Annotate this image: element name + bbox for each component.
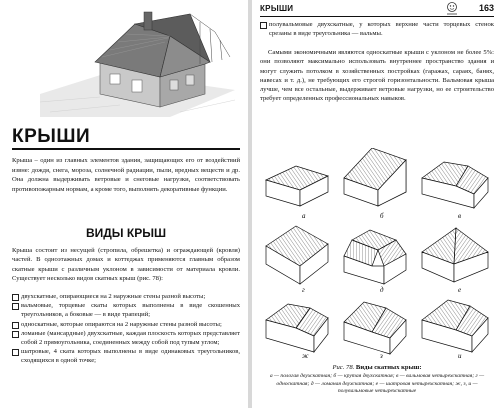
roof-gable-gentle: [266, 166, 328, 206]
economy-paragraph: Самыми экономичными являются односкатные крыши с уклоном не более 5%: они позволяют максимально использовать внутреннее пространство здания и могут служить потолком в хозяйственных постройках (гаражах, сараях, банях, навесах и т. д.), не требующих его строгой горизонтальности. Вальмовая крыша лучше, чем все остальные, выдерживает ветровые нагрузки, но ее строительство требует определенных профессиональных навыков.: [260, 49, 494, 103]
roof-mansard: [344, 230, 406, 284]
roof-half-hip-2: [344, 302, 406, 354]
figure-number: Рис. 78.: [332, 364, 355, 371]
roof-types-list-continued: [260, 20, 494, 38]
running-header: КРЫШИ: [260, 4, 294, 13]
chapter-divider: [12, 148, 240, 150]
header-divider: [260, 16, 494, 17]
roof-gable-steep: [344, 148, 406, 206]
label-z: з: [380, 352, 383, 360]
house-illustration: [40, 2, 235, 117]
list-item: односкатные, которые опираются на 2 наружные стены разной высоты;: [12, 320, 240, 329]
label-v: в: [458, 212, 462, 220]
left-page: [0, 0, 248, 408]
roof-hip: [422, 162, 488, 208]
list-item: двухскатные, опирающиеся на 2 наружные стены разной высоты;: [12, 292, 240, 301]
roof-half-hip-1: [266, 304, 328, 352]
list-item: шатровые, 4 ската которых выполнены в виде одинаковых треугольников, сходящихся в одной точке;: [12, 347, 240, 365]
types-intro-paragraph: Крыша состоит из несущей (стропила, обрешетка) и ограждающей (кровля) частей. В одноэтажных домах и коттеджах применяются главным образом скатные крыши с различным уклоном в зависимости от материала кровли. Существует несколько видов скатных крыш (рис. 78):: [12, 247, 240, 283]
figure-caption-body: а — пологая двухскатная; б — крутая двухскатная; в — вальмовая четырехскатная; г — односкатная; д — ломаная двухскатная; е — шатровая четырехскатная; ж, з, и — полувальмовые четырехскатные: [269, 373, 485, 395]
intro-paragraph: Крыша – один из главных элементов здания, защищающих его от воздействий извне: дождя, снега, мороза, солнечной радиации, пыли, вредных веществ и др. Она должна выдерживать ветровые и снеговые нагрузки, соответствовать противопожарным нормам, а кроме того, выполнять декоративные функции.: [12, 157, 240, 193]
label-d: д: [380, 286, 384, 294]
list-item: полувальмовые двухскатные, у которых верхние части торцевых стенок срезаны в виде треугольника — вальмы.: [260, 20, 494, 38]
list-item: вальмовые, торцевые скаты которых выполнены в виде скошенных треугольников, а боковые — в виде трапеций;: [12, 301, 240, 319]
figure-title: Виды скатных крыш:: [355, 364, 422, 371]
mascot-icon: [444, 1, 460, 15]
roof-pyramid: [422, 228, 488, 282]
list-item: ломаные (мансардные) двухскатные, каждая плоскость которых представляет собой 2 прямоугольника, соединенных между собой под тупым углом;: [12, 329, 240, 347]
label-g: г: [302, 286, 305, 294]
label-zh: ж: [302, 352, 309, 360]
page-number: 163: [478, 3, 494, 13]
label-a: а: [302, 212, 306, 220]
label-e: е: [458, 286, 462, 294]
roof-half-hip-3: [422, 300, 488, 352]
roof-types-figure: [262, 148, 494, 360]
chapter-title: КРЫШИ: [12, 126, 91, 147]
label-b: б: [380, 212, 384, 220]
figure-caption-title: [260, 364, 494, 371]
roof-shed: [266, 226, 328, 284]
right-page: [252, 0, 500, 408]
roof-types-list: [12, 292, 240, 366]
section-title: ВИДЫ КРЫШ: [85, 226, 167, 240]
label-i: и: [458, 352, 462, 360]
